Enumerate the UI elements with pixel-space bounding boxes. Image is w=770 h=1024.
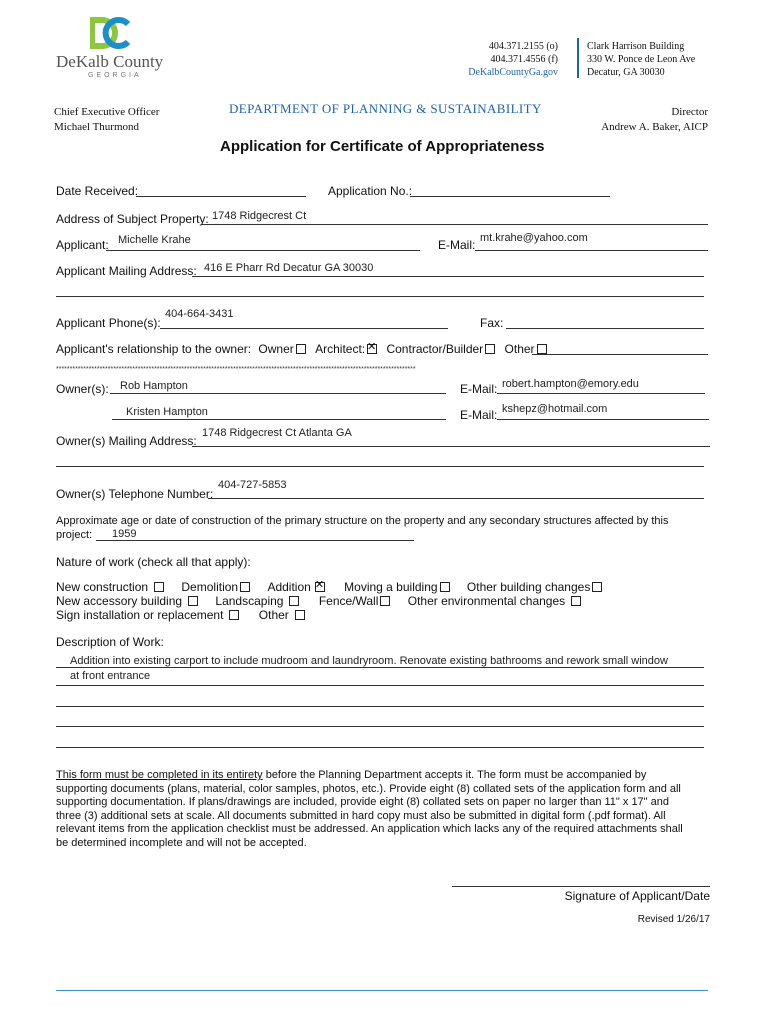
date-received-label: Date Received: [56,184,139,198]
work-row-1 [56,580,602,594]
address-value: 1748 Ridgecrest Ct [212,210,307,222]
work-other-building-checkbox[interactable] [592,582,602,592]
phone-label: Applicant Phone(s): [56,316,161,330]
applicant-label: Applicant: [56,238,109,252]
owner2-email-label: E-Mail: [460,408,498,422]
owner2-value: Kristen Hampton [126,406,208,418]
address-field[interactable] [202,224,708,225]
rel-other-field[interactable] [532,354,708,355]
owner-mailing-field-2[interactable] [56,466,704,467]
work-addition-label: Addition [267,580,311,594]
rel-contractor-label: Contractor/Builder [386,342,484,356]
signature-label: Signature of Applicant/Date [564,889,710,903]
description-line1-value: Addition into existing carport to include mudroom and laundryroom. Renovate existing bathrooms and rework small window [70,655,668,667]
applicant-email-field[interactable] [475,250,708,251]
owner1-value: Rob Hampton [120,380,188,392]
work-fence-checkbox[interactable] [380,596,390,606]
notice-line4: three (3) additional sets at scale. All documents submitted in hard copy must also be submitted in digital form (.pdf format). All [56,809,666,822]
phone-office: 404.371.2155 (o) [488,41,558,52]
work-new-construction-label: New construction [56,580,149,594]
rel-architect-checkbox[interactable] [367,344,377,354]
age-field[interactable] [96,540,414,541]
header-divider [577,38,579,78]
revised-date: Revised 1/26/17 [637,914,710,925]
notice-line5: relevant items from the application checklist must be addressed. An application which lacks any of the required attachments shall [56,823,683,836]
owner-mailing-field[interactable] [192,446,710,447]
address-line3: Decatur, GA 30030 [587,67,665,78]
work-demolition-label: Demolition [181,580,239,594]
work-sign-label: Sign installation or replacement [56,608,224,622]
rel-other-label: Other [504,342,535,356]
address-line2: 330 W. Ponce de Leon Ave [587,54,696,65]
work-other-checkbox[interactable] [295,610,305,620]
contact-address [587,40,695,79]
description-line2-value: at front entrance [70,670,151,682]
age-question-line1: Approximate age or date of construction of the primary structure on the property and any secondary structures affected by this [56,515,669,527]
work-other-building-label: Other building changes [466,580,591,594]
owner-mailing-label: Owner(s) Mailing Address: [56,434,197,448]
date-received-field[interactable] [136,196,306,197]
description-field-1[interactable] [56,667,704,668]
owner-mailing-value: 1748 Ridgecrest Ct Atlanta GA [202,427,352,439]
work-moving-label: Moving a building [344,580,438,594]
application-no-label: Application No.: [328,184,413,198]
department-name: DEPARTMENT OF PLANNING & SUSTAINABILITY [229,101,542,116]
owner-phone-label: Owner(s) Telephone Number: [56,487,214,501]
work-other-label: Other [258,608,289,622]
work-fence-label: Fence/Wall [318,594,379,608]
work-addition-checkbox[interactable] [315,582,325,592]
county-logo [54,16,164,82]
applicant-value: Michelle Krahe [118,234,191,246]
work-moving-checkbox[interactable] [440,582,450,592]
contact-phones [468,40,558,79]
description-field-3[interactable] [56,706,704,707]
work-row-3 [56,608,305,622]
age-question-line2: project: [56,529,93,541]
owner-phone-value: 404-727-5853 [218,479,287,491]
ceo-name: Michael Thurmond [54,121,140,133]
mailing-label: Applicant Mailing Address: [56,264,197,278]
work-row-2 [56,594,581,608]
owner1-email-field[interactable] [497,393,705,394]
rel-architect-label: Architect: [315,342,366,356]
work-landscaping-checkbox[interactable] [289,596,299,606]
description-field-5[interactable] [56,747,704,748]
address-label: Address of Subject Property: [56,212,209,226]
mailing-field[interactable] [192,276,704,277]
rel-contractor-checkbox[interactable] [485,344,495,354]
applicant-email-label: E-Mail: [438,238,476,252]
notice-underlined: This form must be completed in its entirety [56,769,263,781]
mailing-value: 416 E Pharr Rd Decatur GA 30030 [204,262,374,274]
director-title: Director [671,106,708,118]
work-landscaping-label: Landscaping [215,594,284,608]
submission-notice [56,769,683,851]
form-title: Application for Certificate of Appropriateness [220,138,545,155]
logo-name: DeKalb County [56,52,164,71]
owner1-email-label: E-Mail: [460,382,498,396]
description-field-2[interactable] [56,685,704,686]
website-link[interactable]: DeKalbCountyGa.gov [468,67,558,78]
work-accessory-label: New accessory building [56,594,183,608]
age-value: 1959 [112,528,137,540]
owner1-email-value: robert.hampton@emory.edu [502,378,639,390]
work-demolition-checkbox[interactable] [240,582,250,592]
owner2-field[interactable] [112,419,446,420]
rel-owner-label: Owner [258,342,294,356]
work-sign-checkbox[interactable] [229,610,239,620]
work-other-env-checkbox[interactable] [571,596,581,606]
work-other-env-label: Other environmental changes [407,594,566,608]
work-accessory-checkbox[interactable] [188,596,198,606]
notice-line2: supporting documents (plans, material, color samples, photos, etc.). Provide eight (8) collated sets of the application form and all [56,782,681,795]
relationship-label: Applicant's relationship to the owner: [56,342,252,356]
relationship-row [56,342,547,356]
nature-of-work-label: Nature of work (check all that apply): [56,555,251,569]
owner-phone-field[interactable] [208,498,704,499]
section-separator: ************************************************************************************************************************************ [56,366,416,373]
notice-line1: before the Planning Department accepts it. The form must be accompanied by [262,769,647,781]
footer-rule [56,990,708,991]
ceo-title: Chief Executive Officer [54,106,160,118]
notice-line3: supporting documentation. If plans/drawings are included, provide eight (8) collated sets on paper no larger than 11" x 17" and [56,796,669,809]
fax-label: Fax: [480,316,504,330]
owner1-field[interactable] [110,393,446,394]
rel-owner-checkbox[interactable] [296,344,306,354]
signature-field[interactable] [452,886,710,887]
phone-value: 404-664-3431 [165,308,234,320]
mailing-field-2[interactable] [56,296,704,297]
notice-line6: be determined incomplete and will not be accepted. [56,836,307,849]
work-new-construction-checkbox[interactable] [154,582,164,592]
director-name: Andrew A. Baker, AICP [601,121,708,133]
description-label: Description of Work: [56,635,164,649]
phone-fax: 404.371.4556 (f) [490,54,558,65]
fax-field[interactable] [506,328,704,329]
owners-label: Owner(s): [56,382,109,396]
owner2-email-field[interactable] [497,419,709,420]
description-field-4[interactable] [56,726,704,727]
owner2-email-value: kshepz@hotmail.com [502,403,608,415]
logo-state: GEORGIA [88,72,142,79]
dc-logo-icon [90,16,130,50]
application-no-field[interactable] [410,196,610,197]
phone-field[interactable] [160,328,448,329]
rel-other-checkbox[interactable] [537,344,547,354]
applicant-field[interactable] [106,250,420,251]
address-line1: Clark Harrison Building [587,41,685,52]
applicant-email-value: mt.krahe@yahoo.com [480,232,588,244]
